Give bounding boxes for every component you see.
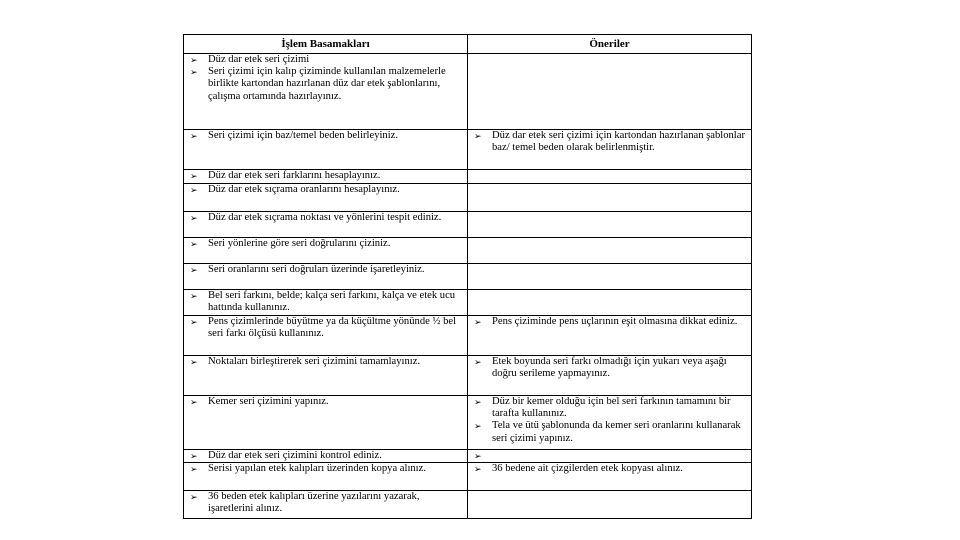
step-list bbox=[188, 463, 463, 475]
header-steps: İşlem Basamakları bbox=[184, 35, 468, 54]
suggestion-cell bbox=[468, 264, 752, 290]
table-row bbox=[184, 356, 752, 396]
step-list bbox=[188, 238, 463, 250]
table-row bbox=[184, 238, 752, 264]
suggestion-cell bbox=[468, 356, 752, 396]
suggestion-item: ➢ Düz bir kemer olduğu için bel seri farkının tamamını bir tarafta kullanınız. bbox=[472, 396, 747, 420]
step-item: ➢ Düz dar etek sıçrama noktası ve yönlerini tespit ediniz. bbox=[188, 212, 463, 224]
suggestion-cell bbox=[468, 54, 752, 130]
header-suggestions: Öneriler bbox=[468, 35, 752, 54]
table-row bbox=[184, 396, 752, 450]
table-row bbox=[184, 450, 752, 463]
suggestion-cell bbox=[468, 463, 752, 491]
step-list bbox=[188, 212, 463, 224]
table-row bbox=[184, 491, 752, 519]
step-item: ➢ Düz dar etek seri farklarını hesaplayınız. bbox=[188, 170, 463, 182]
suggestion-list bbox=[472, 396, 747, 445]
step-item: ➢ Noktaları birleştirerek seri çizimini tamamlayınız. bbox=[188, 356, 463, 368]
suggestion-item: ➢ 36 bedene ait çizgilerden etek kopyası alınız. bbox=[472, 463, 747, 475]
step-list bbox=[188, 450, 463, 462]
step-item: ➢ Seri yönlerine göre seri doğrularını çiziniz. bbox=[188, 238, 463, 250]
step-item: ➢ Seri çizimi için baz/temel beden belirleyiniz. bbox=[188, 130, 463, 142]
step-cell bbox=[184, 238, 468, 264]
step-item: ➢ Düz dar etek seri çizimi bbox=[188, 54, 463, 66]
step-list bbox=[188, 356, 463, 368]
table-row bbox=[184, 130, 752, 170]
suggestion-cell bbox=[468, 212, 752, 238]
table-row bbox=[184, 184, 752, 212]
step-cell bbox=[184, 491, 468, 519]
step-cell bbox=[184, 54, 468, 130]
table-row bbox=[184, 170, 752, 184]
step-item: ➢ 36 beden etek kalıpları üzerine yazılarını yazarak, işaretlerini alınız. bbox=[188, 491, 463, 515]
step-cell bbox=[184, 450, 468, 463]
suggestion-item: ➢ Tela ve ütü şablonunda da kemer seri oranlarını kullanarak seri çizimi yapınız. bbox=[472, 420, 747, 444]
table-row bbox=[184, 264, 752, 290]
steps-table bbox=[183, 34, 752, 519]
suggestion-cell bbox=[468, 130, 752, 170]
step-cell bbox=[184, 212, 468, 238]
suggestion-cell bbox=[468, 290, 752, 316]
suggestion-list bbox=[472, 316, 747, 328]
step-list bbox=[188, 491, 463, 515]
step-list bbox=[188, 170, 463, 182]
step-cell bbox=[184, 170, 468, 184]
table-row bbox=[184, 463, 752, 491]
suggestion-cell bbox=[468, 238, 752, 264]
step-item: ➢ Seri oranlarını seri doğruları üzerinde işaretleyiniz. bbox=[188, 264, 463, 276]
step-list bbox=[188, 184, 463, 196]
step-list bbox=[188, 316, 463, 340]
step-item: ➢ Seri çizimi için kalıp çiziminde kullanılan malzemelerle birlikte kartondan hazırlanan düz dar etek şablonlarını, çalışma ortamında hazırlayınız. bbox=[188, 66, 463, 103]
step-cell bbox=[184, 290, 468, 316]
suggestion-cell bbox=[468, 491, 752, 519]
suggestion-cell bbox=[468, 450, 752, 463]
suggestion-item: ➢ Düz dar etek seri çizimi için kartondan hazırlanan şablonlar baz/ temel beden olarak belirlenmiştir. bbox=[472, 130, 747, 154]
step-list bbox=[188, 264, 463, 276]
step-item: ➢ Bel seri farkını, belde; kalça seri farkını, kalça ve etek ucu hattında kullanınız. bbox=[188, 290, 463, 314]
suggestion-cell bbox=[468, 396, 752, 450]
step-item: ➢ Düz dar etek sıçrama oranlarını hesaplayınız. bbox=[188, 184, 463, 196]
suggestion-list bbox=[472, 130, 747, 154]
step-cell bbox=[184, 463, 468, 491]
table-row bbox=[184, 290, 752, 316]
step-cell bbox=[184, 316, 468, 356]
step-cell bbox=[184, 356, 468, 396]
table-row bbox=[184, 54, 752, 130]
step-cell bbox=[184, 130, 468, 170]
suggestion-cell bbox=[468, 170, 752, 184]
step-list bbox=[188, 290, 463, 314]
suggestion-cell bbox=[468, 316, 752, 356]
step-cell bbox=[184, 184, 468, 212]
header-row bbox=[184, 35, 752, 54]
step-item: ➢ Pens çizimlerinde büyütme ya da küçültme yönünde ½ bel seri farkı ölçüsü kullanınız. bbox=[188, 316, 463, 340]
suggestion-item: ➢ Etek boyunda seri farkı olmadığı için yukarı veya aşağı doğru serileme yapmayınız. bbox=[472, 356, 747, 380]
table-row bbox=[184, 316, 752, 356]
suggestion-item: ➢ Pens çiziminde pens uçlarının eşit olmasına dikkat ediniz. bbox=[472, 316, 747, 328]
step-list bbox=[188, 396, 463, 408]
table-row bbox=[184, 212, 752, 238]
step-item: ➢ Serisi yapılan etek kalıpları üzerinden kopya alınız. bbox=[188, 463, 463, 475]
step-cell bbox=[184, 396, 468, 450]
step-item: ➢ Düz dar etek seri çizimini kontrol ediniz. bbox=[188, 450, 463, 462]
step-list bbox=[188, 130, 463, 142]
suggestion-cell bbox=[468, 184, 752, 212]
suggestion-list bbox=[472, 463, 747, 475]
table-body bbox=[184, 54, 752, 519]
step-cell bbox=[184, 264, 468, 290]
suggestion-list bbox=[472, 356, 747, 380]
step-list bbox=[188, 54, 463, 103]
step-item: ➢ Kemer seri çizimini yapınız. bbox=[188, 396, 463, 408]
